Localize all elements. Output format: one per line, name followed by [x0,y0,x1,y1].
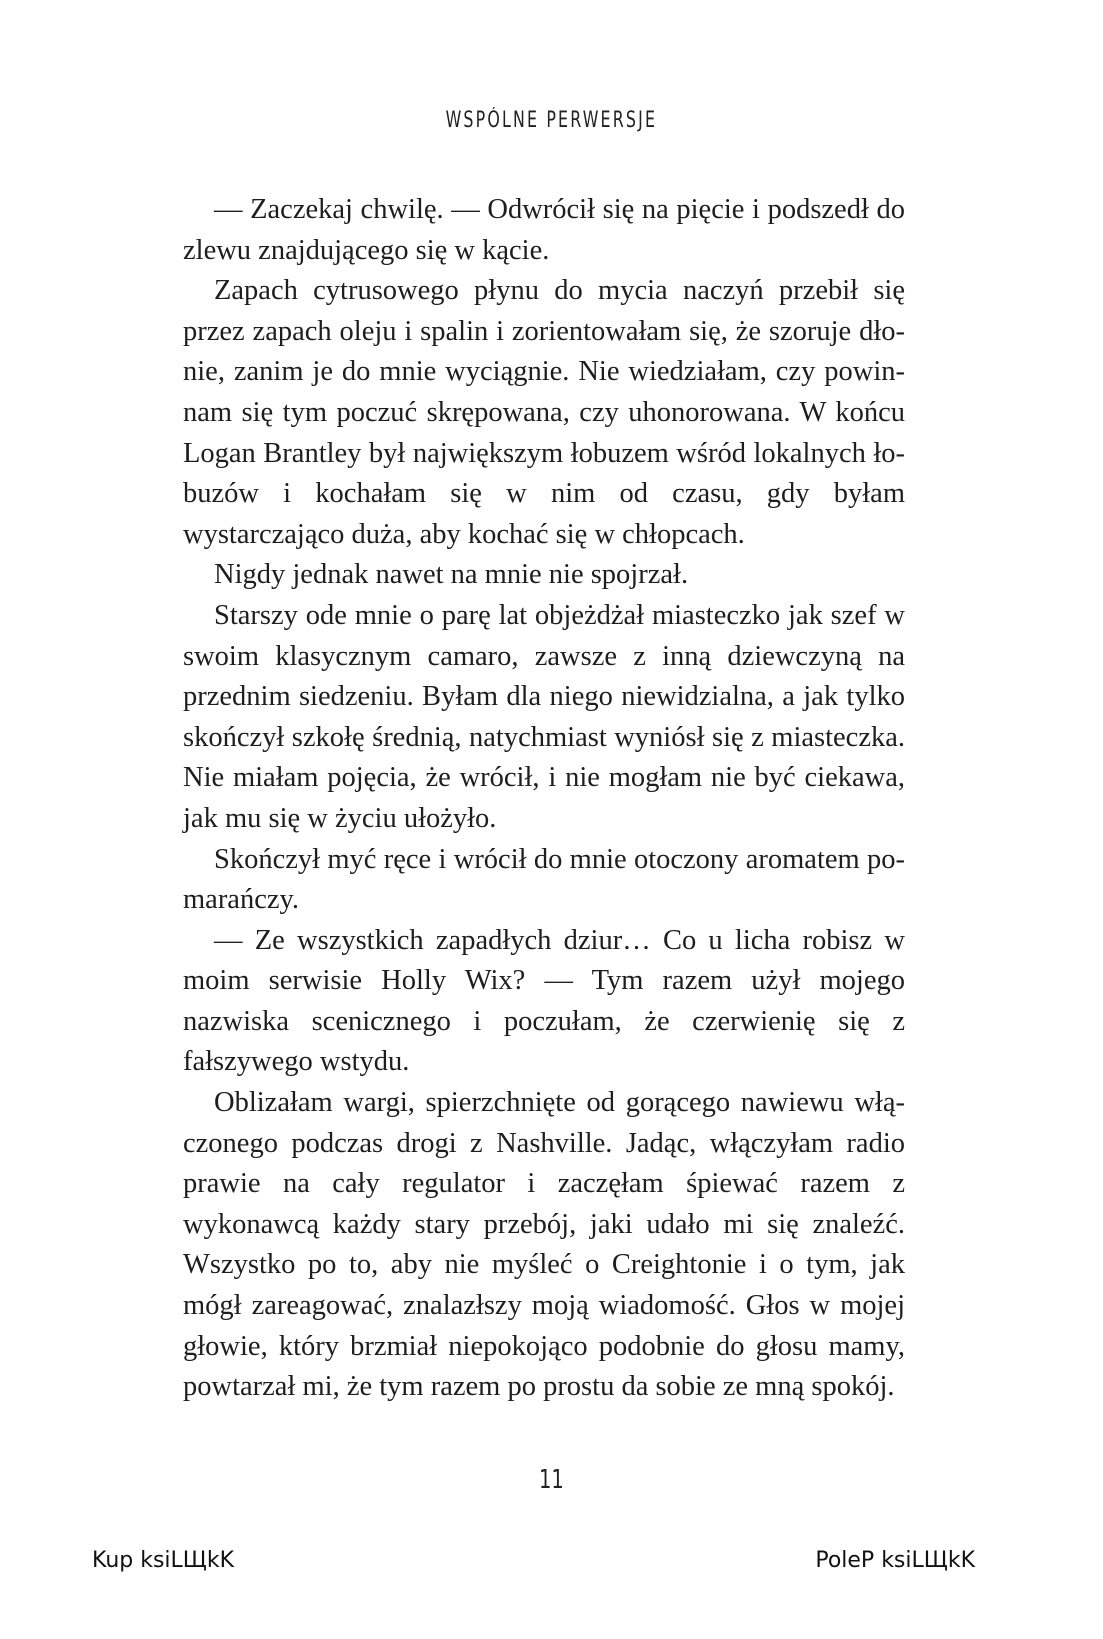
paragraph: Skończył myć ręce i wrócił do mnie otoczony aromatem pomarańczy. [183,843,905,916]
paragraph: — Ze wszystkich zapadłych dziur… Co u licha robisz w moim serwisie Holly Wix? — Tym razem użył mojego nazwiska scenicznego i poczułam, że czerwienię się z fałszywego wstydu. [183,924,905,1078]
page-number: 11 [538,1465,564,1495]
paragraph: Nigdy jednak nawet na mnie nie spojrzał. [214,559,689,591]
recommend-book-link[interactable]: PoleP ksiLЩkK [815,1548,975,1573]
paragraph: Oblizałam wargi, spierzchnięte od gorącego nawiewu włączonego podczas drogi z Nashville. Jadąc, włączyłam radio prawie na cały regulator i zaczęłam śpiewać razem z wykonawcą każdy stary przebój, jaki udało mi się znaleźć. Wszystko po to, aby nie myśleć o Creightonie i o tym, jak mógł zareagować, znalazłszy moją wiadomość. Głos w mojej głowie, który brzmiał niepokojąco podobnie do głosu mamy, powtarzał mi, że tym razem po prostu da sobie ze mną spokój. [183,1087,905,1403]
body-text [183,190,905,1408]
paragraph: — Zaczekaj chwilę. — Odwrócił się na pięcie i podszedł do zlewu znajdującego się w kącie. [183,194,905,266]
paragraph: Zapach cytrusowego płynu do mycia naczyń przebił się przez zapach oleju i spalin i zorientowałam się, że szoruje dłonie, zanim je do mnie wyciągnie. Nie wiedziałam, czy powinnam się tym poczuć skrępowana, czy uhonorowana. W końcu Logan Brantley był największym łobuzem wśród lokalnych łobuzów i kochałam się w nim od czasu, gdy byłam wystarczająco duża, aby kochać się w chłopcach. [183,275,905,550]
paragraph: Starszy ode mnie o parę lat objeżdżał miasteczko jak szef w swoim klasycznym camaro, zawsze z inną dziewczyną na przednim siedzeniu. Byłam dla niego niewidzialna, a jak tylko skończył szkołę średnią, natychmiast wyniósł się z miasteczka. Nie miałam pojęcia, że wrócił, i nie mogłam nie być ciekawa, jak mu się w życiu ułożyło. [183,599,905,834]
running-header: WSPÓLNE PERWERSJE [445,108,658,133]
buy-book-link[interactable]: Kup ksiLЩkK [92,1548,235,1573]
